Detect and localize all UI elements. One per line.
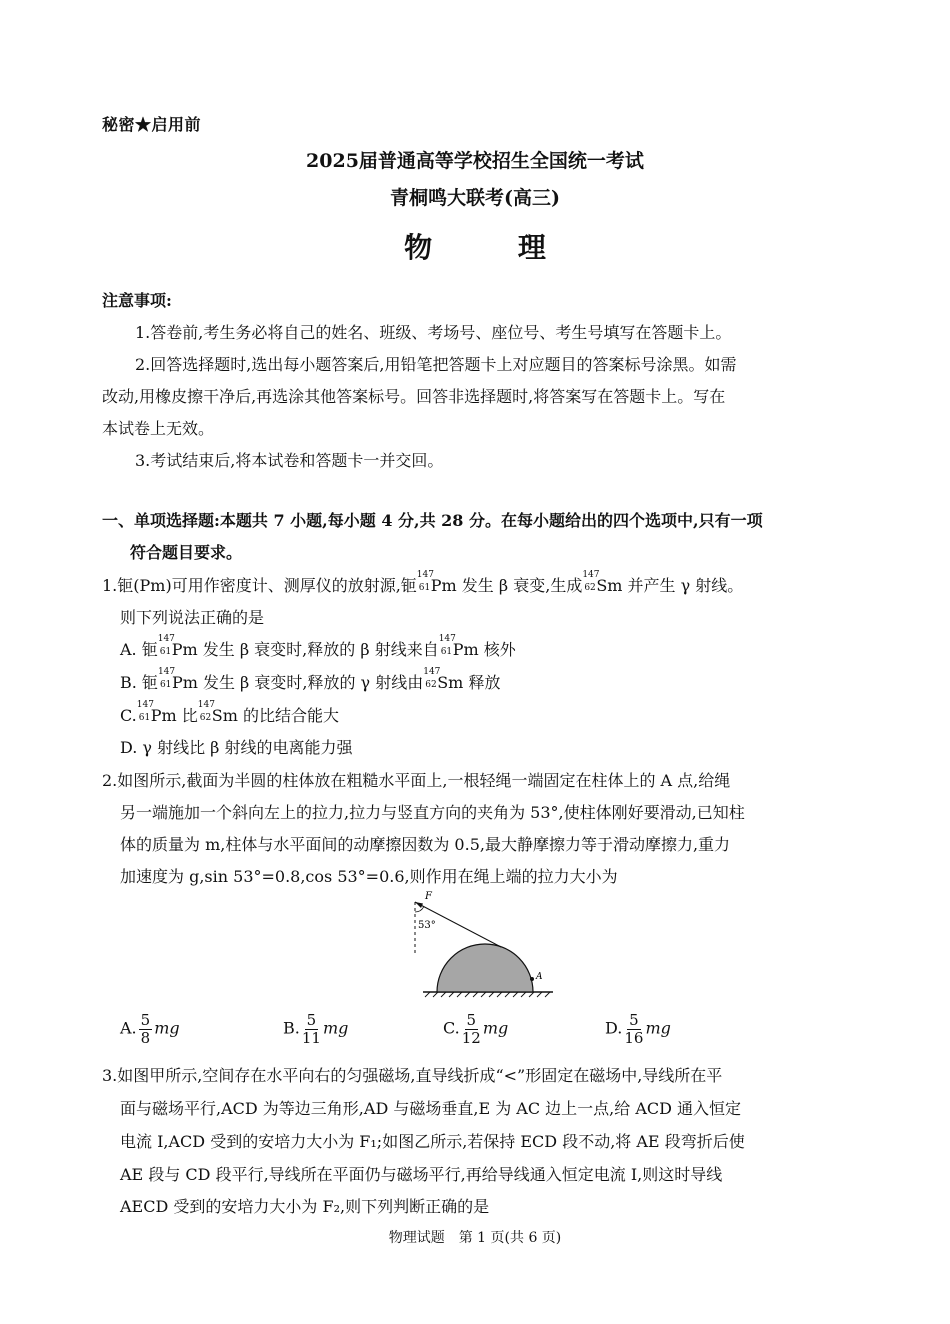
q3-stem-line: 面与磁场平行,ACD 为等边三角形,AD 与磁场垂直,E 为 AC 边上一点,给 ACD 通入恒定: [120, 1099, 742, 1118]
angle-label: 53°: [418, 920, 436, 931]
q1-stem-line2: 则下列说法正确的是: [120, 608, 265, 627]
notice-item: 3.考试结束后,将本试卷和答题卡一并交回。: [135, 451, 444, 470]
notice-heading: 注意事项:: [102, 291, 172, 310]
half-cylinder: [437, 944, 533, 992]
q2-option-d: D. $\frac{5}{16}$ mg: [605, 1011, 671, 1047]
force-arrowhead: [415, 902, 423, 908]
notice-item: 改动,用橡皮擦干净后,再选涂其他答案标号。回答非选择题时,将答案写在答题卡上。写在: [102, 387, 726, 406]
notice-item: 1.答卷前,考生务必将自己的姓名、班级、考场号、座位号、考生号填写在答题卡上。: [135, 323, 732, 342]
page-footer: 物理试题 第 1 页(共 6 页): [388, 1230, 562, 1246]
section-heading: 一、单项选择题:本题共 7 小题,每小题 4 分,共 28 分。在每小题给出的四个选项中,只有一项: [102, 511, 763, 530]
q3-stem-line: AE 段与 CD 段平行,导线所在平面仍与磁场平行,再给导线通入恒定电流 I,则这时导线: [120, 1165, 723, 1184]
q1-option-a: A. 钷 147 61 Pm 发生 β 衰变时,释放的 β 射线来自 147 61 Pm 核外: [120, 634, 516, 659]
ground-hatch: [425, 992, 550, 997]
angle-arc: [415, 907, 424, 912]
q1-option-c: C. 147 61 Pm 比 147 62 Sm 的比结合能大: [120, 700, 340, 725]
q3-stem-line: 电流 I,ACD 受到的安培力大小为 F₁;如图乙所示,若保持 ECD 段不动,将 AE 段弯折后使: [120, 1132, 745, 1151]
q1-stem-line1: 1.钷(Pm)可用作密度计、测厚仪的放射源,钷 147 61 Pm 发生 β 衰变,生成 147 62 Sm 并产生 γ 射线。: [102, 570, 744, 595]
q2-option-a: A. $\frac{5}{8}$ mg: [120, 1011, 180, 1047]
q2-stem-line: 体的质量为 m,柱体与水平面间的动摩擦因数为 0.5,最大静摩擦力等于滑动摩擦力,重力: [120, 835, 731, 854]
q1-option-b: B. 钷 147 61 Pm 发生 β 衰变时,释放的 γ 射线由 147 62 Sm 释放: [120, 667, 501, 692]
force-label: F: [425, 891, 432, 902]
q1-option-d: D. γ 射线比 β 射线的电离能力强: [120, 738, 353, 757]
q2-stem-line: 另一端施加一个斜向左上的拉力,拉力与竖直方向的夹角为 53°,使柱体刚好要滑动,已知柱: [120, 803, 745, 822]
q2-stem-line: 2.如图所示,截面为半圆的柱体放在粗糙水平面上,一根轻绳一端固定在柱体上的 A 点,给绳: [102, 771, 731, 790]
q2-option-c: C. $\frac{5}{12}$ mg: [443, 1011, 509, 1047]
q2-option-b: B. $\frac{5}{11}$ mg: [283, 1011, 349, 1047]
point-a-label: A: [536, 972, 543, 982]
notice-item: 本试卷上无效。: [102, 419, 215, 438]
exam-subtitle: 青桐鸣大联考(高三): [390, 187, 560, 209]
subject-title: 物 理: [404, 231, 584, 264]
notice-item: 2.回答选择题时,选出每小题答案后,用铅笔把答题卡上对应题目的答案标号涂黑。如需: [135, 355, 737, 374]
exam-title: 2025届普通高等学校招生全国统一考试: [306, 150, 644, 172]
q2-stem-line: 加速度为 g,sin 53°=0.8,cos 53°=0.6,则作用在绳上端的拉力大小为: [120, 867, 618, 886]
confidential-mark: 秘密★启用前: [102, 115, 202, 134]
section-heading-cont: 符合题目要求。: [130, 543, 243, 562]
q3-stem-line: 3.如图甲所示,空间存在水平向右的匀强磁场,直导线折成“<”形固定在磁场中,导线所在平: [102, 1066, 723, 1085]
q3-stem-line: AECD 受到的安培力大小为 F₂,则下列判断正确的是: [120, 1197, 490, 1216]
q2-figure: [405, 888, 565, 1000]
point-a-dot: [530, 977, 534, 981]
